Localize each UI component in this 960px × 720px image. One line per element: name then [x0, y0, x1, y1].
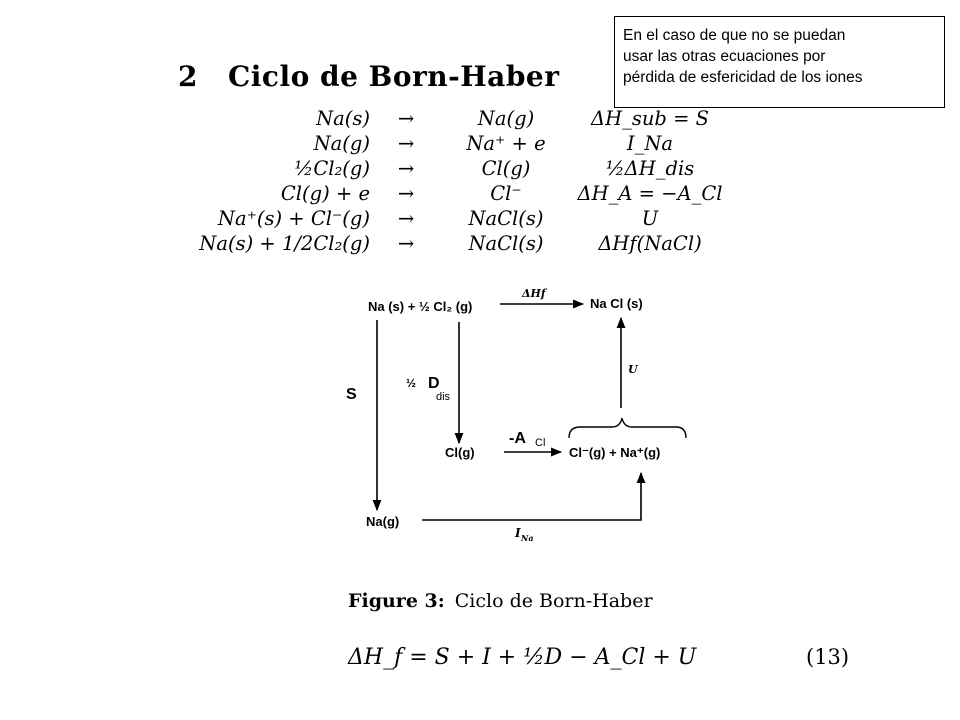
- reaction-delta: ΔH_A = −A_Cl: [577, 182, 723, 205]
- reaction-arrow: →: [397, 157, 415, 180]
- arrow-ionization: [422, 473, 641, 520]
- reaction-rhs: Cl⁻: [490, 182, 522, 205]
- node-product: Na Cl (s): [590, 296, 643, 311]
- reaction-rhs: Cl(g): [481, 157, 531, 180]
- reaction-arrow: →: [397, 232, 415, 255]
- figure-label: Figure 3:: [348, 590, 445, 612]
- reaction-rhs: NaCl(s): [468, 207, 544, 230]
- ions-brace: [569, 418, 686, 438]
- label-a: -A: [509, 430, 526, 447]
- formula-expression: ΔH_f = S + I + ½D − A_Cl + U: [348, 645, 697, 670]
- label-d: D: [428, 375, 440, 392]
- reaction-arrow: →: [397, 132, 415, 155]
- reaction-lhs: ½Cl₂(g): [294, 157, 370, 180]
- note-line-1: En el caso de que no se puedan: [623, 27, 846, 44]
- reaction-arrow: →: [397, 182, 415, 205]
- reaction-lhs: Cl(g) + e: [280, 182, 370, 205]
- figure-title: Ciclo de Born-Haber: [454, 590, 653, 612]
- node-reactants: Na (s) + ½ Cl₂ (g): [368, 299, 473, 314]
- node-sodium-gas: Na(g): [366, 514, 400, 529]
- reaction-delta: ΔH_sub = S: [591, 107, 709, 130]
- label-a-sub: Cl: [535, 437, 546, 449]
- section-title: Ciclo de Born-Haber: [227, 60, 560, 93]
- node-chlorine-atom: Cl(g): [445, 445, 475, 460]
- equation-number: (13): [806, 645, 850, 669]
- note-line-2: usar las otras ecuaciones por: [623, 48, 826, 65]
- node-ions: Cl⁻(g) + Na⁺(g): [569, 445, 661, 460]
- reaction-lhs: Na(s): [316, 107, 370, 130]
- label-i: I: [515, 526, 521, 540]
- note-line-3: pérdida de esfericidad de los iones: [623, 69, 863, 86]
- enthalpy-formula: [348, 645, 848, 670]
- reaction-lhs: Na(s) + 1/2Cl₂(g): [199, 232, 370, 255]
- label-delta-hf: ΔHf: [522, 287, 546, 300]
- reaction-delta: I_Na: [626, 132, 674, 155]
- reaction-rhs: Na⁺ + e: [466, 132, 546, 155]
- label-i-sub: Na: [521, 533, 534, 543]
- reaction-arrow: →: [397, 207, 415, 230]
- section-number: 2: [178, 60, 198, 93]
- reaction-lhs: Na(g): [313, 132, 370, 155]
- figure-caption: [348, 590, 653, 612]
- label-u: U: [628, 363, 638, 376]
- reaction-arrow: →: [397, 107, 415, 130]
- reaction-rhs: Na(g): [477, 107, 535, 130]
- label-s: S: [346, 386, 357, 403]
- reaction-delta: U: [641, 207, 659, 230]
- label-half: ½: [406, 376, 417, 390]
- reaction-delta: ½ΔH_dis: [605, 157, 695, 180]
- reaction-lhs: Na⁺(s) + Cl⁻(g): [217, 207, 370, 230]
- label-d-sub: dis: [436, 391, 451, 403]
- reaction-rhs: NaCl(s): [468, 232, 544, 255]
- reaction-delta: ΔHf(NaCl): [598, 232, 702, 255]
